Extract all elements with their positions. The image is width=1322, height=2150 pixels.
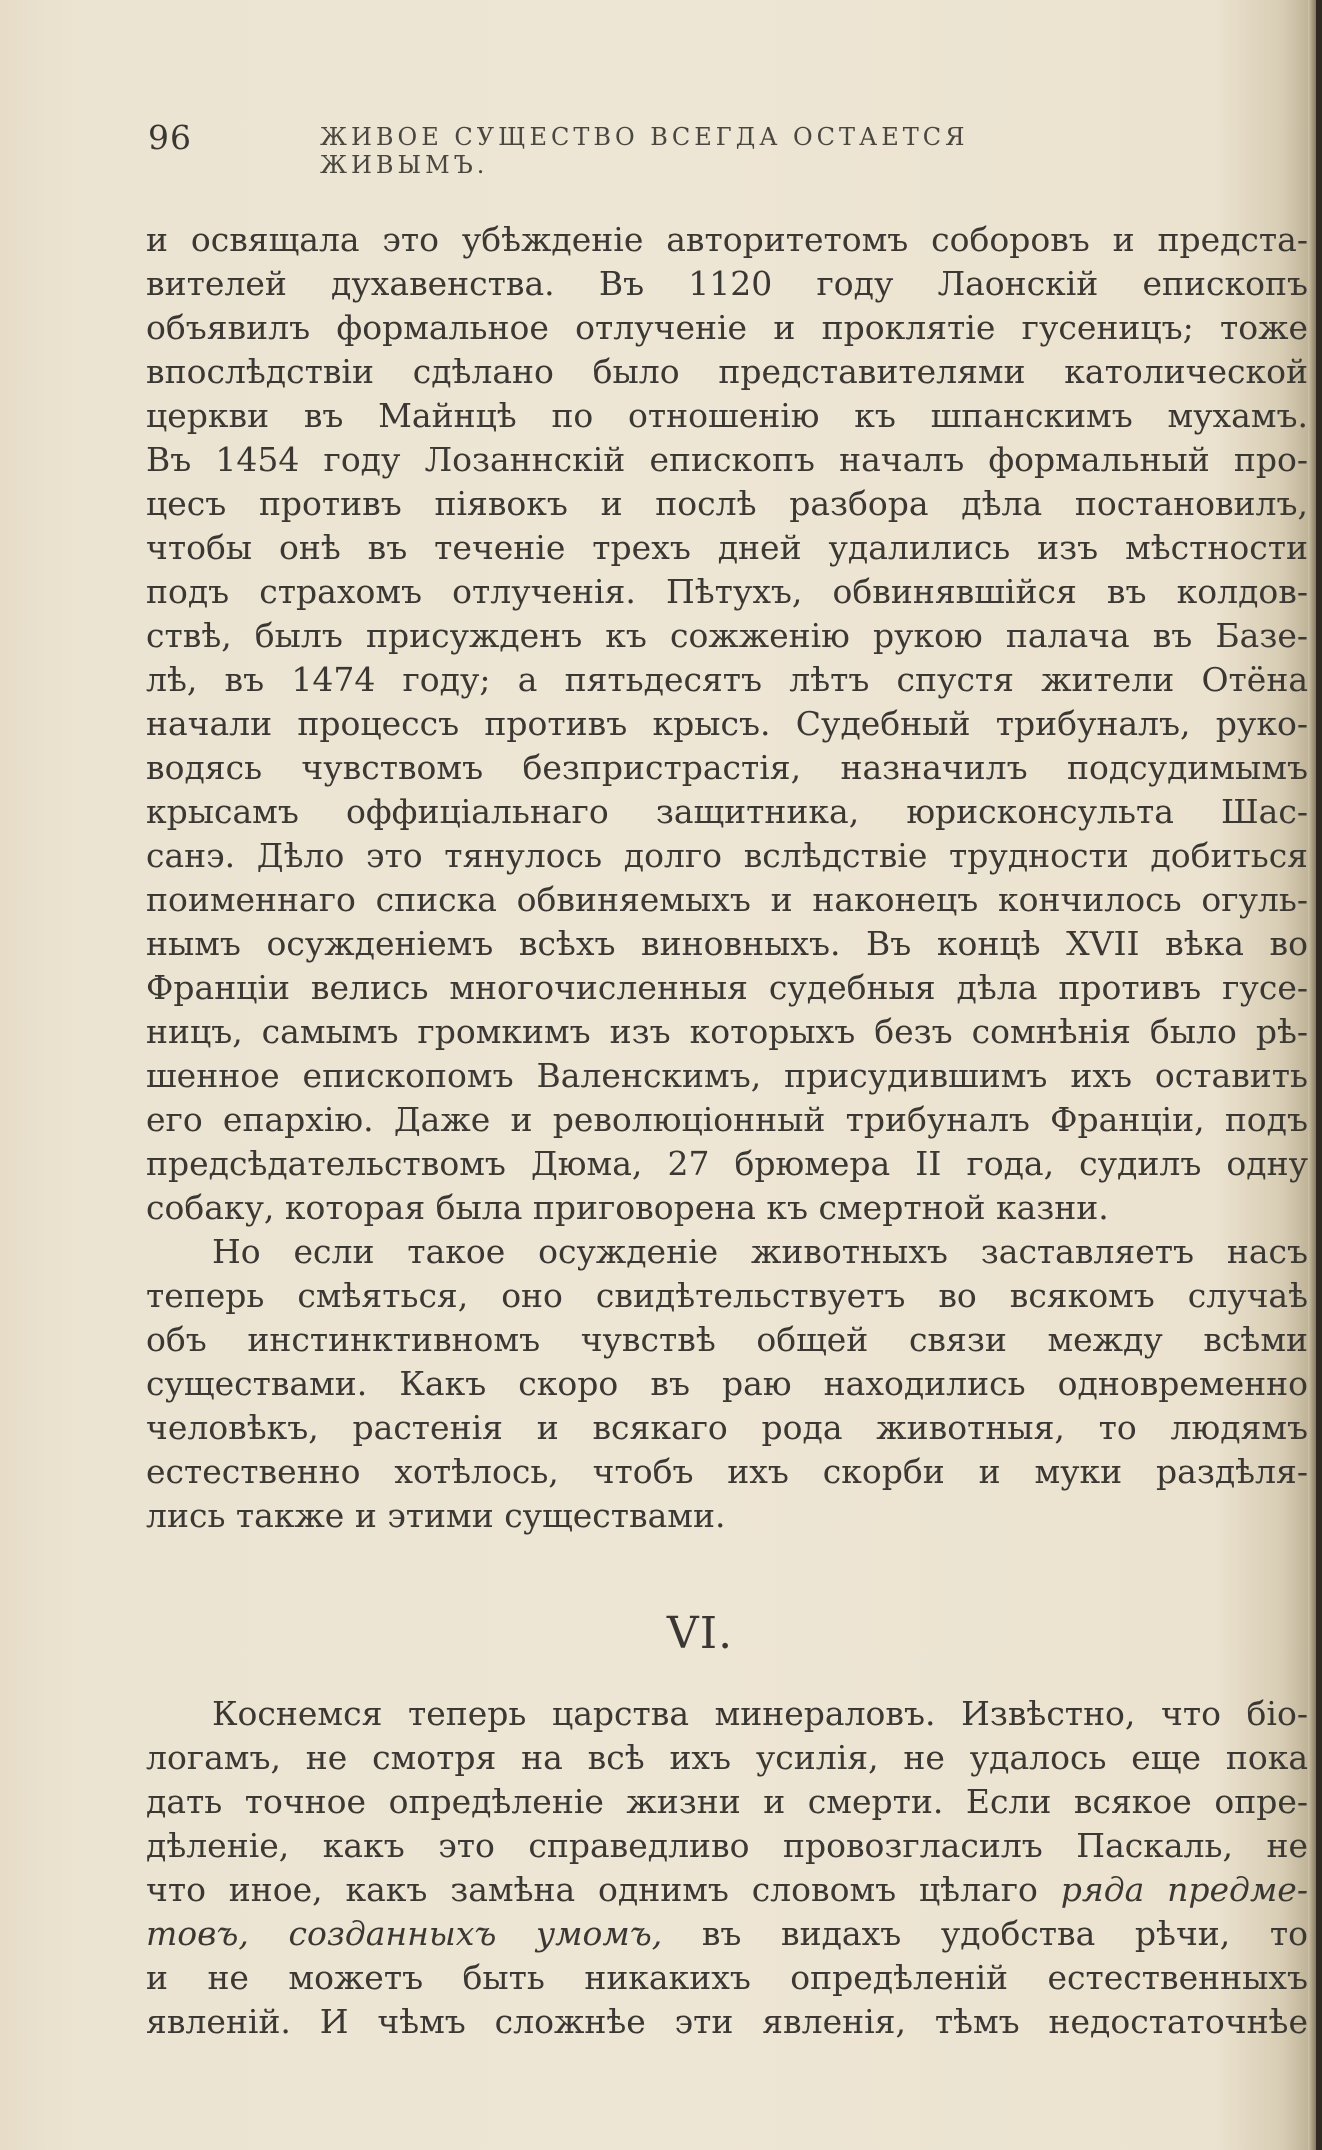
text-line: существами. Какъ скоро въ раю находились одновременно bbox=[146, 1364, 1308, 1403]
text-line: Въ 1454 году Лозаннскій епископъ началъ формальный про- bbox=[146, 440, 1308, 479]
text-line: объ инстинктивномъ чувствѣ общей связи между всѣми bbox=[146, 1320, 1308, 1359]
italic-phrase: ряда предме- bbox=[1060, 1870, 1308, 1909]
text-line: чтобы онѣ въ теченіе трехъ дней удалились изъ мѣстности bbox=[146, 528, 1308, 567]
text-line: дать точное опредѣленіе жизни и смерти. Если всякое опре- bbox=[146, 1782, 1308, 1821]
text-line: лѣ, въ 1474 году; а пятьдесятъ лѣтъ спустя жители Отёна bbox=[146, 660, 1308, 699]
text-line-mixed bbox=[146, 1868, 1308, 1912]
text-segment: въ видахъ удобства рѣчи, то bbox=[662, 1914, 1308, 1953]
text-line: начали процессъ противъ крысъ. Судебный трибуналъ, руко- bbox=[146, 704, 1308, 743]
page-number: 96 bbox=[148, 118, 192, 157]
text-line: подъ страхомъ отлученія. Пѣтухъ, обвинявшійся въ колдов- bbox=[146, 572, 1308, 611]
body-text-upper bbox=[146, 218, 1308, 1538]
text-line: теперь смѣяться, оно свидѣтельствуетъ во всякомъ случаѣ bbox=[146, 1276, 1308, 1315]
text-line: санэ. Дѣло это тянулось долго вслѣдствіе трудности добиться bbox=[146, 836, 1308, 875]
text-line: явленій. И чѣмъ сложнѣе эти явленія, тѣмъ недостаточнѣе bbox=[146, 2002, 1308, 2041]
text-line: собаку, которая была приговорена къ смертной казни. bbox=[146, 1188, 1109, 1227]
text-line: вителей духавенства. Въ 1120 году Лаонскій епископъ bbox=[146, 264, 1308, 303]
text-line: лись также и этими существами. bbox=[146, 1496, 726, 1535]
page-header bbox=[148, 118, 1148, 179]
italic-phrase: товъ, созданныхъ умомъ, bbox=[146, 1914, 663, 1953]
text-line: шенное епископомъ Валенскимъ, присудившимъ ихъ оставить bbox=[146, 1056, 1308, 1095]
text-line: впослѣдствіи сдѣлано было представителями католической bbox=[146, 352, 1308, 391]
text-line: его епархію. Даже и революціонный трибуналъ Франціи, подъ bbox=[146, 1100, 1308, 1139]
text-line: естественно хотѣлось, чтобъ ихъ скорби и муки раздѣля- bbox=[146, 1452, 1308, 1491]
page-edge-dark bbox=[1316, 0, 1322, 2150]
text-line: предсѣдательствомъ Дюма, 27 брюмера II года, судилъ одну bbox=[146, 1144, 1308, 1183]
text-line: нымъ осужденіемъ всѣхъ виновныхъ. Въ концѣ XVII вѣка во bbox=[146, 924, 1308, 963]
section-heading: VI. bbox=[666, 1608, 734, 1659]
text-line: Коснемся теперь царства минераловъ. Извѣстно, что біо- bbox=[212, 1694, 1308, 1733]
text-line: ствѣ, былъ присужденъ къ сожженію рукою палача въ Базе- bbox=[146, 616, 1308, 655]
text-line: объявилъ формальное отлученіе и проклятіе гусеницъ; тоже bbox=[146, 308, 1308, 347]
text-line: церкви въ Майнцѣ по отношенію къ шпанскимъ мухамъ. bbox=[146, 396, 1308, 435]
text-line: Но если такое осужденіе животныхъ заставляетъ насъ bbox=[212, 1232, 1308, 1271]
text-line: логамъ, не смотря на всѣ ихъ усилія, не удалось еще пока bbox=[146, 1738, 1308, 1777]
text-line: поименнаго списка обвиняемыхъ и наконецъ кончилось огуль- bbox=[146, 880, 1308, 919]
text-line: цесъ противъ піявокъ и послѣ разбора дѣла постановилъ, bbox=[146, 484, 1308, 523]
text-segment: что иное, какъ замѣна однимъ словомъ цѣлаго bbox=[146, 1870, 1061, 1909]
body-text-lower bbox=[146, 1692, 1308, 2044]
text-line: водясь чувствомъ безпристрастія, назначилъ подсудимымъ bbox=[146, 748, 1308, 787]
text-line: человѣкъ, растенія и всякаго рода животныя, то людямъ bbox=[146, 1408, 1308, 1447]
text-line-mixed bbox=[146, 1912, 1308, 1956]
text-line: дѣленіе, какъ это справедливо провозгласилъ Паскаль, не bbox=[146, 1826, 1308, 1865]
running-head: ЖИВОЕ СУЩЕСТВО ВСЕГДА ОСТАЕТСЯ ЖИВЫМЪ. bbox=[320, 123, 969, 179]
text-line: и не можетъ быть никакихъ опредѣленій естественныхъ bbox=[146, 1958, 1308, 1997]
text-line: и освящала это убѣжденіе авторитетомъ соборовъ и предста- bbox=[146, 220, 1308, 259]
text-line: Франціи велись многочисленныя судебныя дѣла противъ гусе- bbox=[146, 968, 1308, 1007]
text-line: крысамъ оффиціальнаго защитника, юрисконсульта Шас- bbox=[146, 792, 1308, 831]
text-line: ницъ, самымъ громкимъ изъ которыхъ безъ сомнѣнія было рѣ- bbox=[146, 1012, 1308, 1051]
